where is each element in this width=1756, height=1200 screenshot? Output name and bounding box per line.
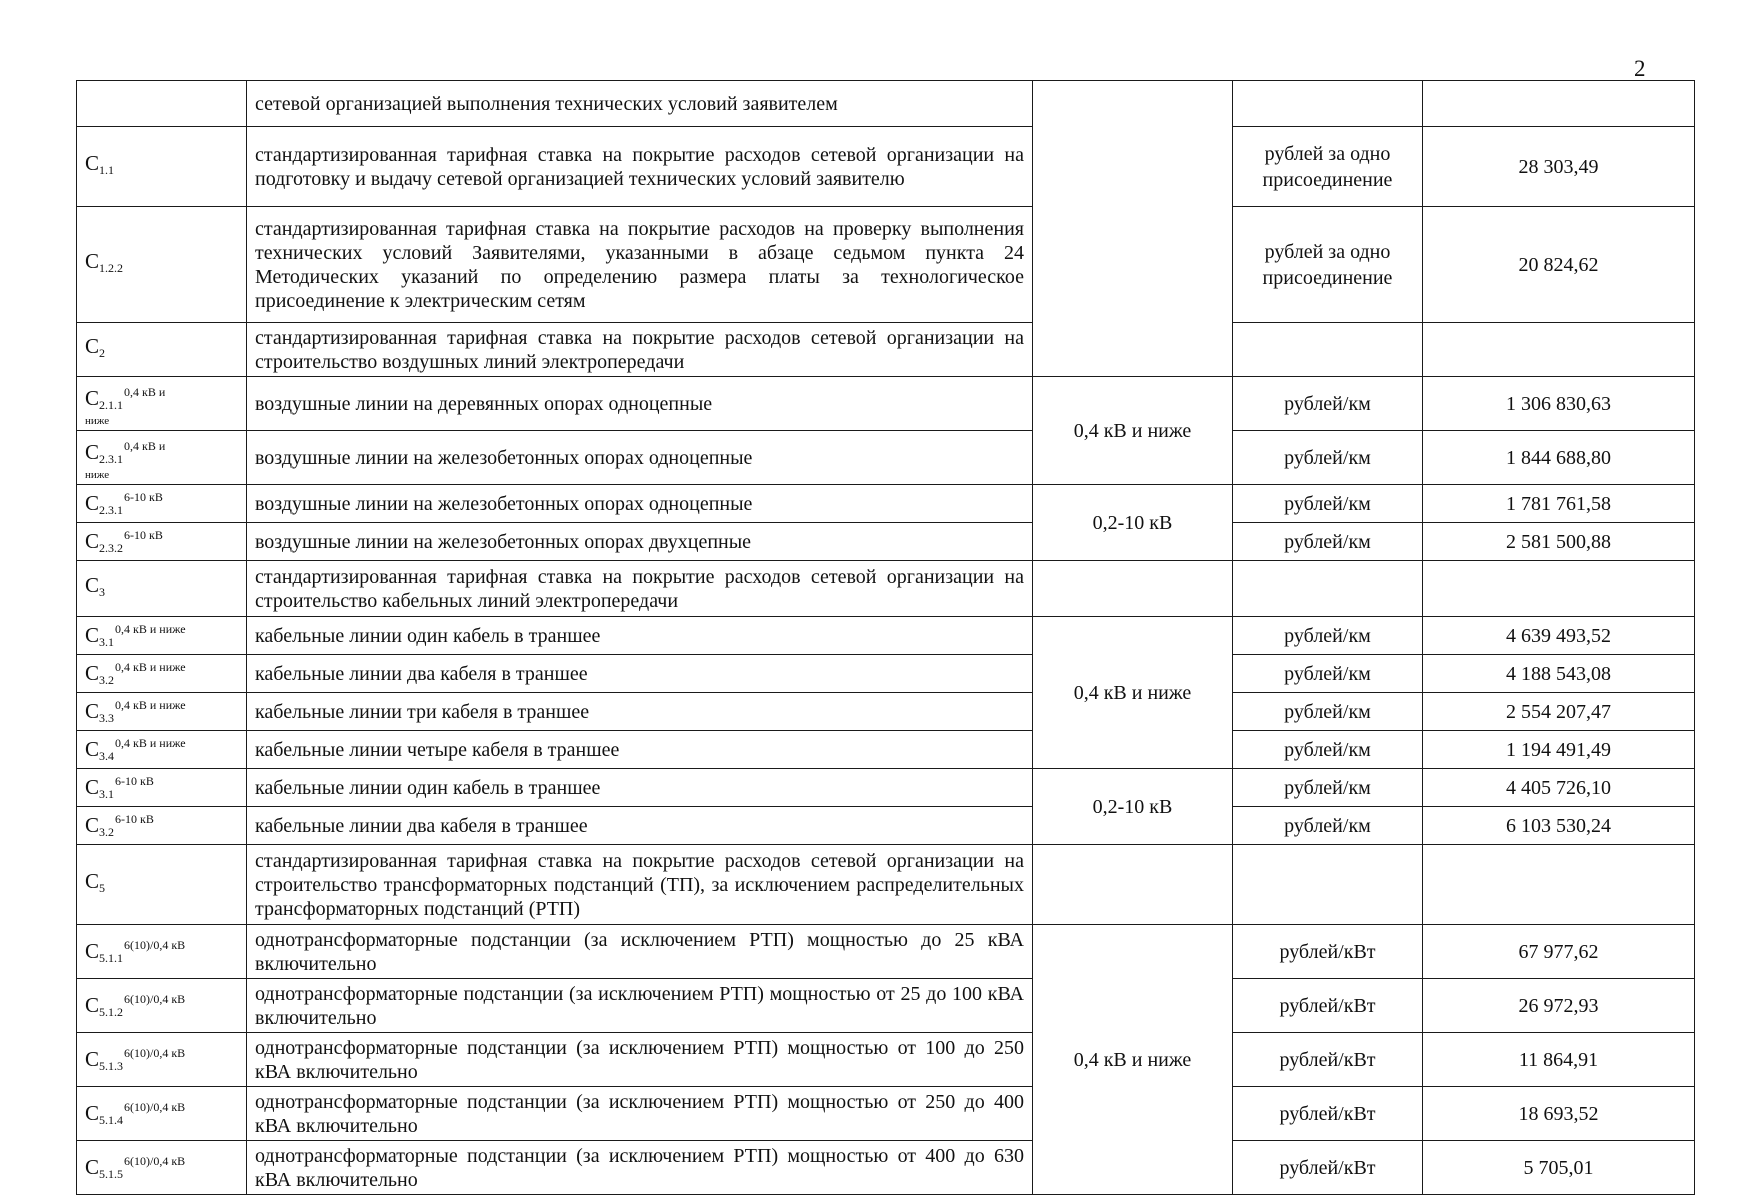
unit-cell xyxy=(1233,845,1423,925)
unit-cell: рублей/кВт xyxy=(1233,1033,1423,1087)
description-cell: кабельные линии три кабеля в траншее xyxy=(247,693,1033,731)
description-cell: стандартизированная тарифная ставка на покрытие расходов на проверку выполнения технических условий Заявителями, указанными в абзаце седьмом пункта 24 Методических указаний по определению размера платы за технологическое присоединение к электрическим сетям xyxy=(247,207,1033,323)
code-cell: $C_{1.2.2}$ xyxy=(77,207,247,323)
table-row xyxy=(77,561,1695,617)
description-cell: кабельные линии четыре кабеля в траншее xyxy=(247,731,1033,769)
code-cell: $C_{3.2}^{0,4 кВ и ниже}$ xyxy=(77,655,247,693)
code-cell: $C_{3.4}^{0,4 кВ и ниже}$ xyxy=(77,731,247,769)
description-cell: однотрансформаторные подстанции (за исключением РТП) мощностью от 250 до 400 кВА включительно xyxy=(247,1087,1033,1141)
value-cell xyxy=(1423,81,1695,127)
value-cell xyxy=(1423,845,1695,925)
value-cell: 2 581 500,88 xyxy=(1423,523,1695,561)
value-cell: 6 103 530,24 xyxy=(1423,807,1695,845)
unit-cell xyxy=(1233,323,1423,377)
description-cell: воздушные линии на деревянных опорах одноцепные xyxy=(247,377,1033,431)
voltage-cell: 0,4 кВ и ниже xyxy=(1033,925,1233,1195)
unit-cell: рублей/км xyxy=(1233,485,1423,523)
table-row xyxy=(77,485,1695,523)
value-cell: 26 972,93 xyxy=(1423,979,1695,1033)
unit-cell: рублей/км xyxy=(1233,807,1423,845)
value-cell: 18 693,52 xyxy=(1423,1087,1695,1141)
voltage-cell xyxy=(1033,845,1233,925)
table-row xyxy=(77,731,1695,769)
description-cell: однотрансформаторные подстанции (за исключением РТП) мощностью от 400 до 630 кВА включительно xyxy=(247,1141,1033,1195)
table-row xyxy=(77,1087,1695,1141)
table-row xyxy=(77,323,1695,377)
description-cell: воздушные линии на железобетонных опорах одноцепные xyxy=(247,431,1033,485)
code-cell: $C_{2.3.2}^{6-10 кВ}$ xyxy=(77,523,247,561)
unit-cell: рублей/км xyxy=(1233,617,1423,655)
value-cell: 4 188 543,08 xyxy=(1423,655,1695,693)
description-cell: кабельные линии один кабель в траншее xyxy=(247,617,1033,655)
description-cell: однотрансформаторные подстанции (за исключением РТП) мощностью от 25 до 100 кВА включительно xyxy=(247,979,1033,1033)
table-row xyxy=(77,655,1695,693)
description-cell: однотрансформаторные подстанции (за исключением РТП) мощностью от 100 до 250 кВА включительно xyxy=(247,1033,1033,1087)
value-cell: 4 639 493,52 xyxy=(1423,617,1695,655)
description-cell: кабельные линии один кабель в траншее xyxy=(247,769,1033,807)
description-cell: однотрансформаторные подстанции (за исключением РТП) мощностью до 25 кВА включительно xyxy=(247,925,1033,979)
unit-cell: рублей/кВт xyxy=(1233,1141,1423,1195)
value-cell: 11 864,91 xyxy=(1423,1033,1695,1087)
description-cell: стандартизированная тарифная ставка на покрытие расходов сетевой организации на подготовку и выдачу сетевой организацией технических условий заявителю xyxy=(247,127,1033,207)
value-cell: 20 824,62 xyxy=(1423,207,1695,323)
code-cell: $C_{1.1}$ xyxy=(77,127,247,207)
table-row xyxy=(77,1141,1695,1195)
value-cell: 1 781 761,58 xyxy=(1423,485,1695,523)
unit-cell: рублей/кВт xyxy=(1233,1087,1423,1141)
description-cell: кабельные линии два кабеля в траншее xyxy=(247,807,1033,845)
value-cell: 2 554 207,47 xyxy=(1423,693,1695,731)
value-cell: 1 844 688,80 xyxy=(1423,431,1695,485)
voltage-cell xyxy=(1033,561,1233,617)
description-cell: сетевой организацией выполнения технических условий заявителем xyxy=(247,81,1033,127)
voltage-cell: 0,4 кВ и ниже xyxy=(1033,617,1233,769)
description-cell: стандартизированная тарифная ставка на покрытие расходов сетевой организации на строительство кабельных линий электропередачи xyxy=(247,561,1033,617)
code-cell: $C_2$ xyxy=(77,323,247,377)
unit-cell: рублей за одно присоединение xyxy=(1233,127,1423,207)
table-row xyxy=(77,617,1695,655)
table-row xyxy=(77,925,1695,979)
value-cell: 67 977,62 xyxy=(1423,925,1695,979)
code-cell: $C_{2.3.1}^{0,4 кВ и}$ ниже xyxy=(77,431,247,485)
code-cell: $C_{5.1.1}^{6(10)/0,4 кВ}$ xyxy=(77,925,247,979)
description-cell: стандартизированная тарифная ставка на покрытие расходов сетевой организации на строительство воздушных линий электропередачи xyxy=(247,323,1033,377)
code-cell xyxy=(77,81,247,127)
code-cell: $C_{3.1}^{6-10 кВ}$ xyxy=(77,769,247,807)
table-row xyxy=(77,81,1695,127)
value-cell: 1 194 491,49 xyxy=(1423,731,1695,769)
code-cell: $C_{2.3.1}^{6-10 кВ}$ xyxy=(77,485,247,523)
unit-cell: рублей/км xyxy=(1233,693,1423,731)
table-row xyxy=(77,807,1695,845)
unit-cell: рублей за одно присоединение xyxy=(1233,207,1423,323)
code-cell: $C_{3.3}^{0,4 кВ и ниже}$ xyxy=(77,693,247,731)
unit-cell: рублей/кВт xyxy=(1233,925,1423,979)
table-row xyxy=(77,1033,1695,1087)
value-cell: 4 405 726,10 xyxy=(1423,769,1695,807)
voltage-cell: 0,2-10 кВ xyxy=(1033,769,1233,845)
code-cell: $C_{2.1.1}^{0,4 кВ и}$ ниже xyxy=(77,377,247,431)
unit-cell: рублей/км xyxy=(1233,523,1423,561)
description-cell: кабельные линии два кабеля в траншее xyxy=(247,655,1033,693)
code-cell: $C_{5.1.5}^{6(10)/0,4 кВ}$ xyxy=(77,1141,247,1195)
table-row xyxy=(77,769,1695,807)
unit-cell: рублей/км xyxy=(1233,769,1423,807)
code-cell: $C_{5.1.2}^{6(10)/0,4 кВ}$ xyxy=(77,979,247,1033)
code-cell: $C_3$ xyxy=(77,561,247,617)
code-cell: $C_5$ xyxy=(77,845,247,925)
description-cell: стандартизированная тарифная ставка на покрытие расходов сетевой организации на строительство трансформаторных подстанций (ТП), за исключением распределительных трансформаторных подстанций (РТП) xyxy=(247,845,1033,925)
unit-cell: рублей/км xyxy=(1233,431,1423,485)
voltage-cell: 0,2-10 кВ xyxy=(1033,485,1233,561)
unit-cell: рублей/км xyxy=(1233,377,1423,431)
table-row xyxy=(77,845,1695,925)
value-cell: 5 705,01 xyxy=(1423,1141,1695,1195)
table-row xyxy=(77,377,1695,431)
table-row xyxy=(77,523,1695,561)
voltage-cell: 0,4 кВ и ниже xyxy=(1033,377,1233,485)
unit-cell: рублей/км xyxy=(1233,731,1423,769)
value-cell: 1 306 830,63 xyxy=(1423,377,1695,431)
code-cell: $C_{3.1}^{0,4 кВ и ниже}$ xyxy=(77,617,247,655)
table-row xyxy=(77,979,1695,1033)
table-row xyxy=(77,127,1695,207)
description-cell: воздушные линии на железобетонных опорах одноцепные xyxy=(247,485,1033,523)
table-row xyxy=(77,693,1695,731)
value-cell xyxy=(1423,323,1695,377)
tariff-table xyxy=(76,80,1695,1195)
value-cell: 28 303,49 xyxy=(1423,127,1695,207)
code-cell: $C_{5.1.3}^{6(10)/0,4 кВ}$ xyxy=(77,1033,247,1087)
value-cell xyxy=(1423,561,1695,617)
voltage-cell xyxy=(1033,81,1233,377)
unit-cell xyxy=(1233,81,1423,127)
unit-cell: рублей/кВт xyxy=(1233,979,1423,1033)
page-number: 2 xyxy=(1634,56,1646,81)
table-row xyxy=(77,431,1695,485)
code-cell: $C_{5.1.4}^{6(10)/0,4 кВ}$ xyxy=(77,1087,247,1141)
code-cell: $C_{3.2}^{6-10 кВ}$ xyxy=(77,807,247,845)
description-cell: воздушные линии на железобетонных опорах двухцепные xyxy=(247,523,1033,561)
unit-cell xyxy=(1233,561,1423,617)
table-row xyxy=(77,207,1695,323)
unit-cell: рублей/км xyxy=(1233,655,1423,693)
